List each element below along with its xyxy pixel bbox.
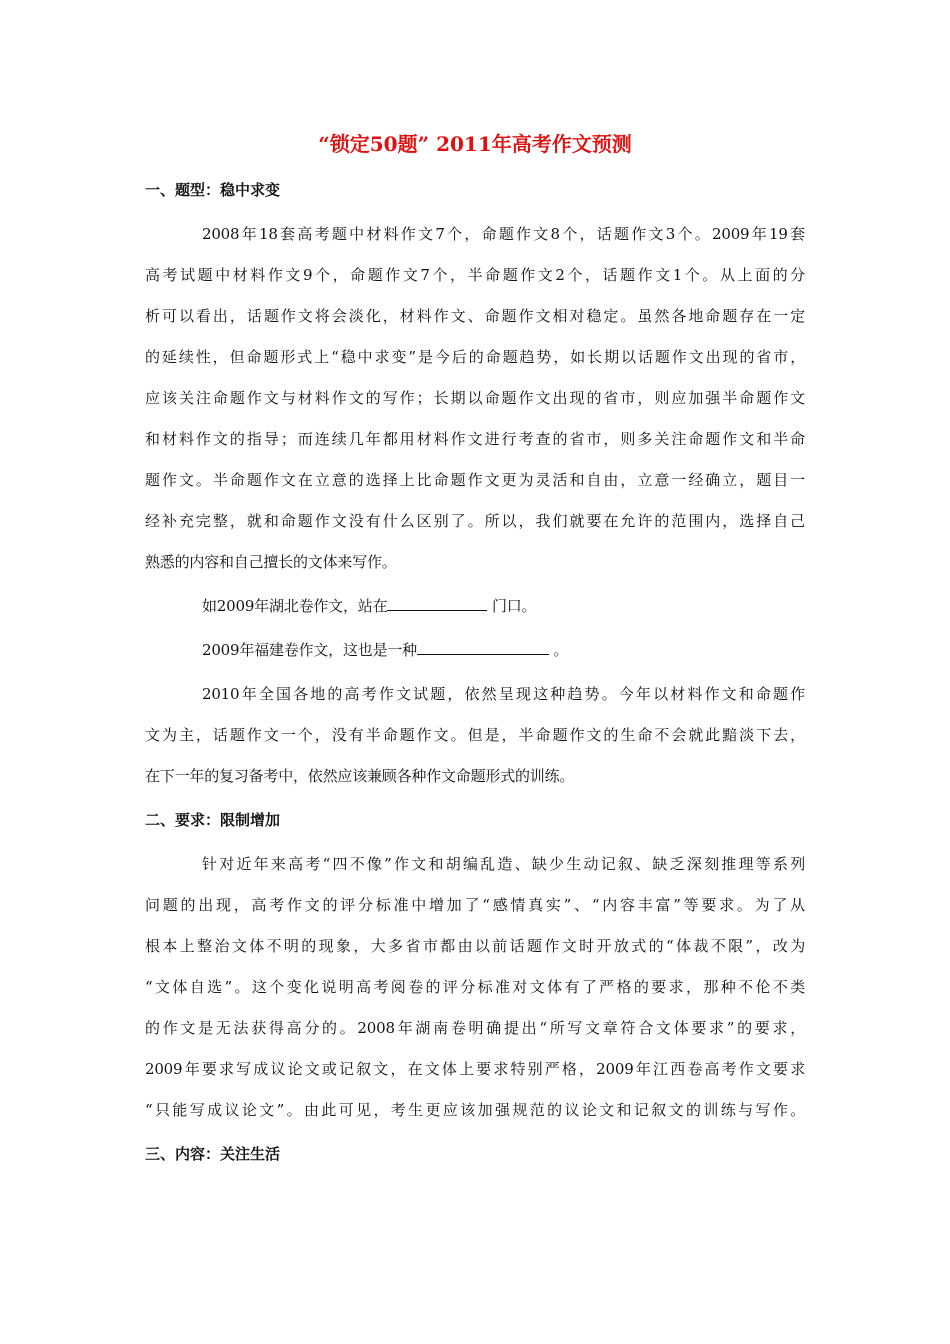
paragraph-line: “文体自选”。这个变化说明高考阅卷的评分标准对文体有了严格的要求，那种不伦不类 <box>145 978 805 996</box>
paragraph-line: 的作文是无法获得高分的。2008年湖南卷明确提出“所写文章符合文体要求”的要求， <box>145 1019 805 1037</box>
paragraph-line: 问题的出现，高考作文的评分标准中增加了“感情真实”、“内容丰富”等要求。为了从 <box>145 896 805 914</box>
fill-in-blank <box>387 594 487 611</box>
example-line-hubei <box>202 594 805 618</box>
section-heading-3: 三、内容：关注生活 <box>145 1145 281 1163</box>
paragraph-line: “只能写成议论文”。由此可见，考生更应该加强规范的议论文和记叙文的训练与写作。 <box>145 1101 805 1119</box>
paragraph-line: 应该关注命题作文与材料作文的写作；长期以命题作文出现的省市，则应加强半命题作文 <box>145 389 805 407</box>
example-text: 2009年福建卷作文，这也是一种 <box>202 641 417 659</box>
section-heading-1: 一、题型：稳中求变 <box>145 181 281 199</box>
paragraph-line: 经补充完整，就和命题作文没有什么区别了。所以，我们就要在允许的范围内，选择自己 <box>145 512 805 530</box>
paragraph-line: 2010年全国各地的高考作文试题，依然呈现这种趋势。今年以材料作文和命题作 <box>202 685 805 703</box>
fill-in-blank <box>417 638 549 655</box>
example-text: 如2009年湖北卷作文，站在 <box>202 597 388 615</box>
paragraph-line: 题作文。半命题作文在立意的选择上比命题作文更为灵活和自由，立意一经确立，题目一 <box>145 471 805 489</box>
paragraph-line: 析可以看出，话题作文将会淡化，材料作文、命题作文相对稳定。虽然各地命题存在一定 <box>145 307 805 325</box>
example-text: 门口。 <box>487 597 537 615</box>
paragraph-line: 2009年要求写成议论文或记叙文，在文体上要求特别严格，2009年江西卷高考作文要求 <box>145 1060 805 1078</box>
example-line-fujian <box>202 638 805 662</box>
paragraph-line: 和材料作文的指导；而连续几年都用材料作文进行考查的省市，则多关注命题作文和半命 <box>145 430 805 448</box>
paragraph-line: 熟悉的内容和自己擅长的文体来写作。 <box>145 553 397 571</box>
paragraph-line: 根本上整治文体不明的现象，大多省市都由以前话题作文时开放式的“体裁不限”，改为 <box>145 937 805 955</box>
example-text: 。 <box>548 641 569 659</box>
paragraph-line: 在下一年的复习备考中，依然应该兼顾各种作文命题形式的训练。 <box>145 767 575 785</box>
paragraph-line: 的延续性，但命题形式上“稳中求变”是今后的命题趋势，如长期以话题作文出现的省市， <box>145 348 805 366</box>
document-title: “锁定50题” 2011年高考作文预测 <box>318 132 632 156</box>
paragraph-line: 针对近年来高考“四不像”作文和胡编乱造、缺少生动记叙、缺乏深刻推理等系列 <box>202 855 806 873</box>
paragraph-line: 高考试题中材料作文9个，命题作文7个，半命题作文2个，话题作文1个。从上面的分 <box>145 266 805 284</box>
section-heading-2: 二、要求：限制增加 <box>145 811 281 829</box>
paragraph-line: 2008年18套高考题中材料作文7个，命题作文8个，话题作文3个。2009年19套 <box>202 225 805 243</box>
paragraph-line: 文为主，话题作文一个，没有半命题作文。但是，半命题作文的生命不会就此黯淡下去， <box>145 726 805 744</box>
